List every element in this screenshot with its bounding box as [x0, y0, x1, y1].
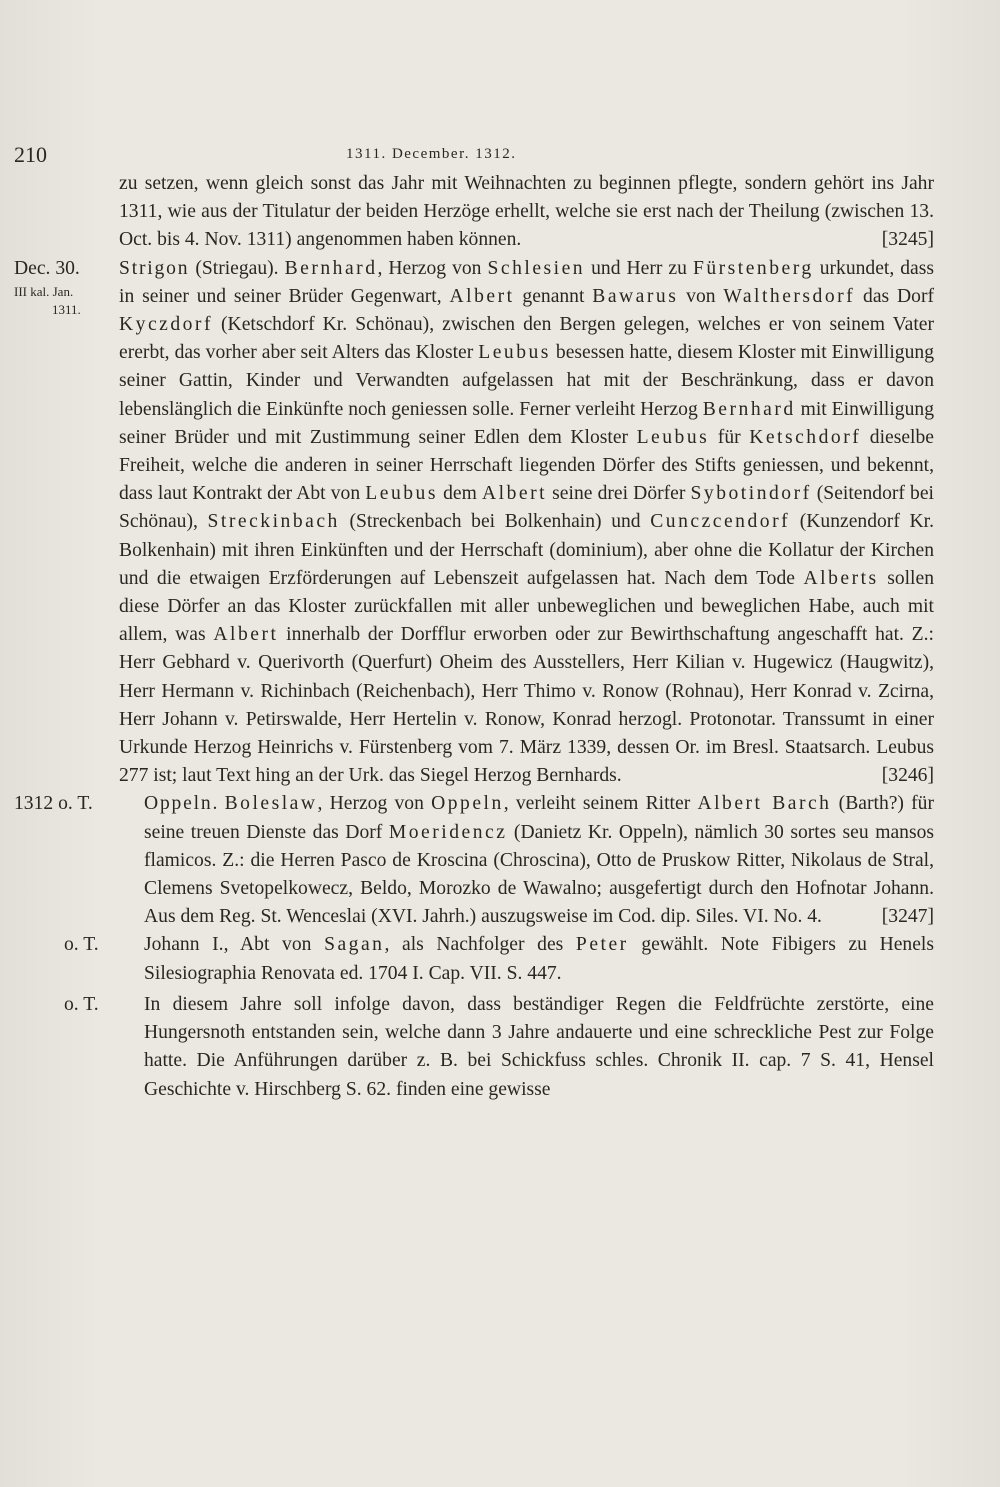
person-name: Bernhard — [702, 398, 796, 420]
place-name: Walthersdorf — [723, 285, 856, 307]
place-name: Sybotindorf — [690, 483, 812, 505]
place-name: Fürstenberg — [692, 257, 814, 279]
text-run: dem — [437, 483, 482, 505]
person-name: Alberts — [803, 567, 879, 589]
text-run: und Herr zu — [585, 257, 693, 279]
text-run: (Kunzendorf Kr. Bolkenhain) mit ihren Einkünften und der Herrschaft (dominium), aber ohne die Kollatur der Kirchen und die etwaigen Erzförderungen auf Lebenszeit aufgelassen hat. Nach dem Tode — [119, 511, 934, 589]
text-run: , Herzog von — [317, 793, 432, 815]
continuation-paragraph — [14, 170, 934, 255]
text-run: für — [709, 426, 750, 448]
margin-date — [14, 255, 126, 319]
place-name: Oppeln — [431, 793, 504, 815]
text-run: , Herzog von — [377, 257, 488, 279]
place-name: Leubus — [636, 426, 710, 448]
text-run: gewählt. Note Fibigers zu Henels Silesiographia Renovata ed. 1704 I. Cap. VII. S. 447. — [144, 934, 934, 984]
person-name: Albert — [481, 483, 548, 505]
entry-number: [3246] — [881, 765, 934, 787]
text-run: genannt — [514, 285, 593, 307]
running-title: 1311. December. 1312. — [346, 146, 517, 162]
entry-date: 1312 o. T. — [14, 793, 93, 815]
person-name: Albert — [449, 285, 515, 307]
place-name: Ketschdorf — [749, 426, 862, 448]
place-name: Leubus — [365, 483, 438, 505]
entry-year: 1311. — [52, 301, 81, 317]
place-name: Strigon — [119, 257, 190, 279]
entry-text — [14, 255, 934, 791]
regest-entry-3246 — [14, 255, 934, 791]
text-run: das Dorf — [855, 285, 934, 307]
text-run: besessen hatte, diesem Kloster mit Einwilligung seiner Gattin, Kinder und Verwandten aufgelassen hat mit der Beschränkung, dass er davon lebenslänglich die Einkünfte noch geniessen solle. Ferner verleiht Herzog — [119, 342, 934, 420]
page-body — [14, 170, 934, 1104]
person-name: Bawarus — [592, 285, 679, 307]
text-run: dieselbe Freiheit, welche die anderen in seiner Herrschaft liegenden Dörfer des Stifts geniessen, und bekennt, dass laut Kontrakt der Abt von — [119, 426, 934, 505]
entry-text — [14, 931, 934, 987]
entry-text — [14, 991, 934, 1104]
text-run: seine drei Dörfer — [547, 483, 691, 505]
text-run: mit Einwilligung seiner Brüder und mit Zustimmung seiner Edlen dem Kloster — [119, 398, 934, 448]
person-name: Peter — [575, 934, 629, 956]
person-name: Boleslaw — [224, 793, 318, 815]
person-name: Albert Barch — [697, 793, 832, 815]
place-name: Oppeln — [144, 793, 213, 815]
page-number: 210 — [14, 142, 47, 167]
text-run: (Striegau). — [189, 257, 285, 279]
regest-entry-3247 — [14, 790, 934, 931]
text-run: Johann I., Abt von — [144, 934, 325, 956]
entry-number: [3245] — [881, 229, 934, 251]
page-header — [0, 142, 1000, 172]
regest-entry-sagan — [14, 931, 934, 987]
entry-roman-date: III kal. Jan. — [14, 283, 74, 299]
entry-number: [3247] — [881, 906, 934, 928]
person-name: Albert — [213, 624, 279, 646]
text-run: von — [678, 285, 724, 307]
place-name: Schlesien — [487, 257, 586, 279]
entry-date: o. T. — [64, 993, 99, 1015]
place-name: Moeridencz — [388, 821, 508, 843]
text-run: In diesem Jahre soll infolge davon, dass beständiger Regen die Feldfrüchte zerstörte, eine Hungersnoth entstanden sein, welche dann 3 Jahre andauerte und eine schreckliche Pest zur Folge hatte. Die Anführungen darüber z. B. bei Schickfuss schles. Chronik II. cap. 7 S. 41, Hensel Geschichte v. Hirschberg S. 62. finden eine gewisse — [144, 993, 934, 1100]
text-run: urkundet, dass in seiner und seiner Brüder Gegenwart, — [119, 257, 935, 307]
text-run: . — [212, 793, 225, 815]
text-run: innerhalb der Dorfflur erworben oder zur Bewirthschaftung angeschafft hat. Z.: Herr Gebhard v. Querivorth (Querfurt) Oheim des Ausstellers, Herr Kilian v. Hugewicz (Haugwitz), Herr Hermann v. Richinbach (Reichenbach), Herr Thimo v. Ronow (Rohnau), Herr Konrad v. Zcirna, Herr Johann v. Petirswalde, Herr Hertelin v. Ronow, Konrad herzogl. Protonotar. Transsumt in einer Urkunde Herzog Heinrichs v. Fürstenberg vom 7. März 1339, dessen Or. im Bresl. Staatsarch. Leubus 277 ist; laut Text hing an der Urk. das Siegel Herzog Bernhards. — [119, 624, 934, 787]
text-run: (Ketschdorf Kr. Schönau), zwischen den Bergen gelegen, welches er von seinem Vater ererbt, das vorher aber seit Alters das Kloster — [119, 314, 934, 364]
margin-date — [14, 931, 126, 959]
text-run: (Danietz Kr. Oppeln), nämlich 30 sortes seu mansos flamicos. Z.: die Herren Pasco de Kroscina (Chroscina), Otto de Pruskow Ritter, Nikolaus de Stral, Clemens Svetopelkowecz, Beldo, Morozko de Wawalno; ausgefertigt durch den Hofnotar Johann. Aus dem Reg. St. Wenceslai (XVI. Jahrh.) auszugsweise im Cod. dip. Siles. VI. No. 4. — [144, 821, 934, 928]
margin-date — [14, 991, 126, 1019]
person-name: Bernhard — [284, 257, 378, 279]
text-run: , verleiht seinem Ritter — [503, 793, 698, 815]
place-name: Kyczdorf — [119, 314, 213, 336]
text-run: sollen diese Dörfer an das Kloster zurückfallen mit aller unbeweglichen und beweglichen Habe, auch mit allem, was — [119, 567, 934, 646]
regest-entry-famine — [14, 991, 934, 1104]
place-name: Streckinbach — [207, 511, 340, 533]
text-run: (Barth?) für seine treuen Dienste das Dorf — [144, 793, 935, 843]
entry-text — [14, 790, 934, 931]
text-run: , als Nachfolger des — [384, 934, 576, 956]
place-name: Leubus — [478, 342, 551, 364]
entry-date: o. T. — [64, 934, 99, 956]
continuation-text: zu setzen, wenn gleich sonst das Jahr mit Weihnachten zu beginnen pflegte, sondern gehört ins Jahr 1311, wie aus der Titulatur der beiden Herzöge erhellt, welche sie erst nach der Theilung (zwischen 13. Oct. bis 4. Nov. 1311) angenommen haben können. — [119, 173, 934, 251]
text-run: (Seitendorf bei Schönau), — [119, 483, 934, 533]
margin-date — [14, 790, 126, 818]
entry-date: Dec. 30. — [14, 257, 80, 279]
text-run: (Streckenbach bei Bolkenhain) und — [339, 511, 651, 533]
place-name: Cunczcendorf — [650, 511, 791, 533]
place-name: Sagan — [324, 934, 385, 956]
